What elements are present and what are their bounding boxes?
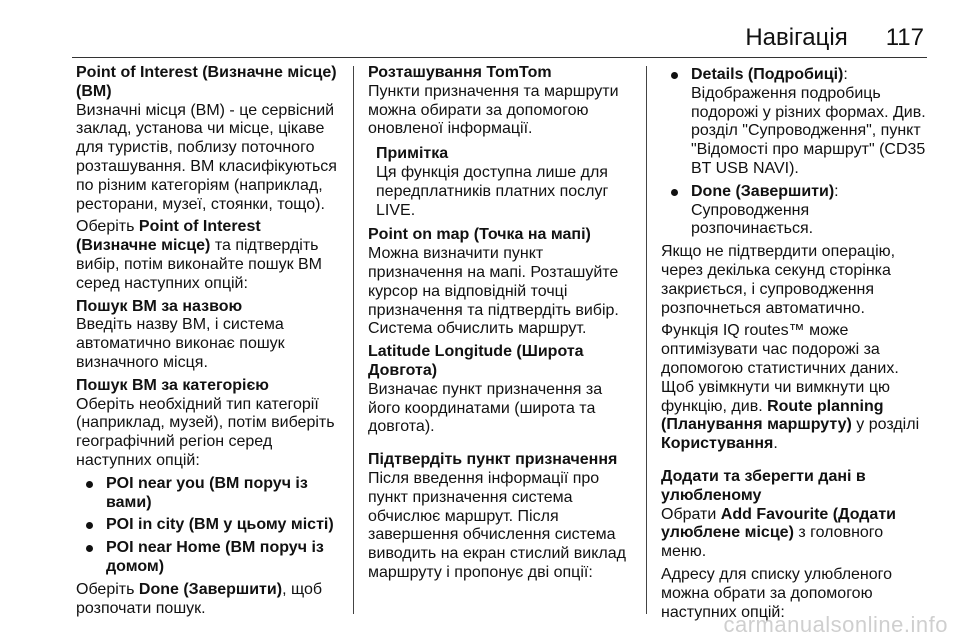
iq-pre: Функція IQ routes™ може оптимізувати час подорожі за допомогою статистичних даних. Щоб увімкнути чи вимкнути цю функцію, див.: [661, 322, 899, 415]
lat-lon-heading: Latitude Longitude (Широта Довгота): [368, 343, 584, 379]
by-category-text: Оберіть необхідний тип категорії (наприклад, музей), потім виберіть географічний регіон серед наступних опцій:: [76, 395, 335, 469]
note-title: Примітка: [376, 145, 449, 163]
column-3: [661, 64, 931, 626]
note-box: [376, 145, 634, 220]
poi-text: Визначні місця (BM) - це сервісний заклад, установа чи місце, цікаве для туристів, поблизу поточного розташування. BM класифікуються по різним категоріям (наприклад, ресторани, музеї, стоянки, тощо).: [76, 101, 337, 213]
fav-pre: Обрати: [661, 505, 721, 523]
fav-post: з головного меню.: [661, 524, 884, 561]
favourites-heading: Додати та зберегти дані в улюбленому: [661, 467, 866, 504]
confirm-heading: Підтвердіть пункт призначення: [368, 451, 618, 469]
usage-term: Користування: [661, 435, 774, 453]
section-title: Навігація: [745, 24, 848, 51]
tomtom-text: Пункти призначення та маршрути можна обирати за допомогою оновленої інформації.: [368, 82, 619, 138]
list-item: Done (Завершити): Супроводження розпочинається.: [661, 183, 931, 239]
done-paragraph: [76, 581, 342, 619]
iq-end: .: [773, 435, 778, 453]
tomtom-heading: Розташування TomTom: [368, 64, 552, 81]
lat-lon-text: Визначає пункт призначення за його координатами (широта та довгота).: [368, 380, 603, 436]
by-category-heading: Пошук BM за категорією: [76, 376, 269, 394]
header-divider: [72, 57, 927, 58]
page-number: 117: [885, 24, 924, 51]
select-poi-paragraph: [76, 218, 342, 293]
select-pre: Оберіть: [76, 218, 139, 236]
no-confirm-text: Якщо не підтвердити операцію, через декілька секунд сторінка закриється, і супроводження розпочнеться автоматично.: [661, 243, 896, 317]
done-pre: Оберіть: [76, 580, 139, 598]
favourites-paragraph: [661, 506, 931, 562]
list-item: [76, 516, 342, 535]
column-2: [368, 64, 634, 587]
watermark-text: carmanualsonline.info: [723, 612, 948, 637]
details-term: Details (Подробиці): [691, 66, 844, 83]
select-poi-term: Point of Interest (Визначне місце): [76, 218, 261, 255]
page-header: [745, 24, 924, 52]
column-divider-2: [646, 66, 647, 614]
route-planning-term: Route planning (Планування маршруту): [661, 397, 884, 434]
done-term: Done (Завершити): [138, 580, 283, 598]
done-post: , щоб розпочати пошук.: [76, 580, 322, 617]
favourites-options-text: Адресу для списку улюбленого можна обрати за допомогою наступних опцій:: [661, 565, 893, 621]
column-divider-1: [353, 66, 354, 614]
done-text: Супроводження розпочинається.: [691, 201, 814, 238]
option-poi-near-home: POI near Home (BM поруч із домом): [106, 539, 324, 575]
note-text: Ця функція доступна лише для передплатників платних послуг LIVE.: [376, 163, 609, 219]
iq-mid: у розділі: [851, 416, 920, 434]
option-poi-in-city: POI in city (BM у цьому місті): [106, 516, 334, 534]
done-term-2: Done (Завершити): [691, 182, 835, 200]
details-text: Відображення подробиць подорожі у різних формах. Див. розділ "Супроводження", пункт "Відомості про маршрут" (CD35 BT USB NAVI).: [691, 84, 926, 177]
iq-routes-paragraph: [661, 322, 931, 454]
poi-heading: Point of Interest (Визначне місце) (BM): [76, 64, 337, 100]
point-on-map-text: Можна визначити пункт призначення на мапі. Розташуйте курсор на відповідній точці призначення та підтвердіть вибір. Система обчислить маршрут.: [368, 245, 619, 338]
region-options-list: [76, 475, 342, 577]
column-1: [76, 64, 342, 622]
by-name-heading: Пошук BM за назвою: [76, 297, 243, 315]
by-name-text: Введіть назву BM, і система автоматично виконає пошук визначного місця.: [76, 316, 285, 371]
select-post: та підтвердіть вибір, потім виконайте пошук BM серед наступних опцій:: [76, 237, 323, 292]
list-item: Details (Подробиці): Відображення подробиць подорожі у різних формах. Див. розділ "Супроводження", пункт "Відомості про маршрут" (CD35 BT USB NAVI).: [661, 66, 931, 179]
add-favourite-term: Add Favourite (Додати улюблене місце): [661, 505, 896, 542]
route-options-list: [661, 66, 931, 239]
option-poi-near-you: POI near you (BM поруч із вами): [106, 474, 308, 511]
confirm-text: Після введення інформації про пункт призначення система обчислює маршрут. Після завершення обчислення система виводить на екран стислий виклад маршруту і пропонує дві опції:: [368, 469, 626, 581]
list-item: [76, 539, 342, 577]
list-item: [76, 475, 342, 513]
point-on-map-heading: Point on map (Точка на мапі): [368, 226, 591, 244]
